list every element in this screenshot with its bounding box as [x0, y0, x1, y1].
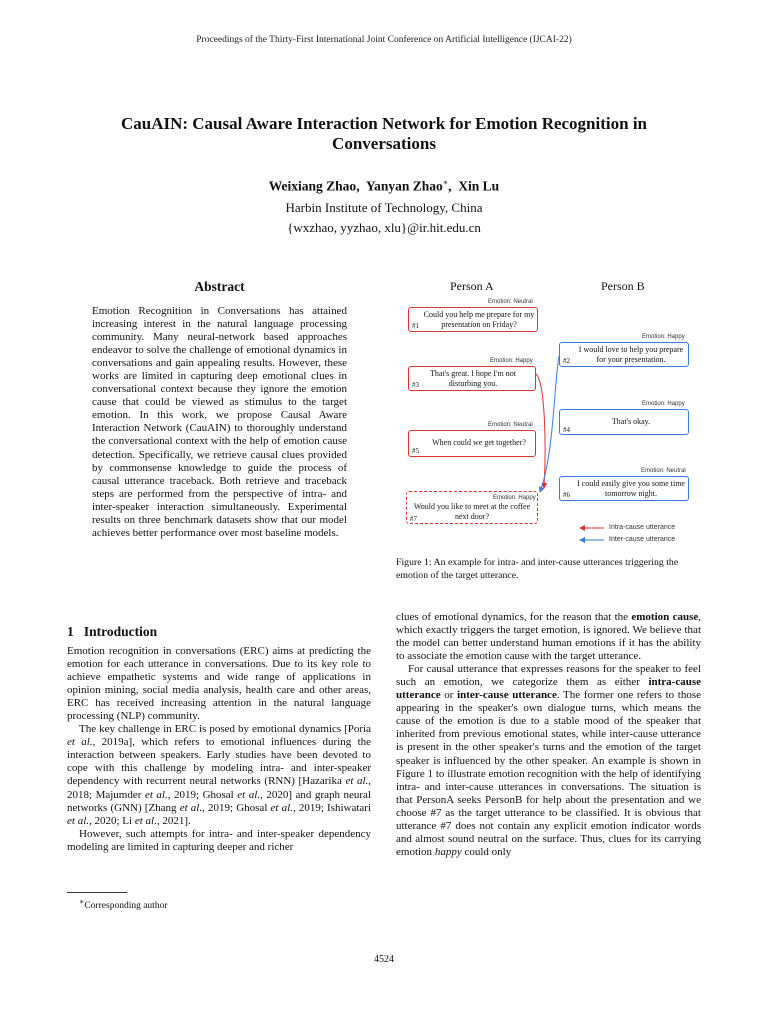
intro-left-column — [67, 645, 371, 854]
emotion-label: Emotion: Neutral — [488, 299, 533, 305]
emotion-label: Emotion: Happy — [642, 401, 685, 407]
page-number: 4524 — [374, 954, 394, 965]
utterance-text: Would you like to meet at the coffee next door? — [413, 502, 531, 521]
utterance-id: #2 — [563, 357, 570, 365]
utterance-id: #1 — [412, 322, 419, 330]
inter-cause-arrow — [540, 356, 559, 492]
utterance-text: When could we get together? — [432, 438, 526, 447]
legend-inter-label: Inter-cause utterance — [609, 536, 676, 543]
legend-intra-label: Intra-cause utterance — [609, 524, 676, 531]
utterance-id: #3 — [412, 381, 419, 389]
intro-heading-number: 1 — [67, 624, 74, 639]
utterance-id: #4 — [563, 426, 570, 434]
abstract-body: Emotion Recognition in Conversations has attained increasing interest in the natural language processing community. Many neural-network based approaches endeavor to solve the challenge of emotional dynamics in conversations and gain appealing results. However, these works are limited in capturing deep emotional clues in conversational context because they ignore the emotion cause that could be viewed as stimulus to the target emotion. In this work, we propose Causal Aware Interaction Network (CauAIN) to thoroughly understand the conversational context with the help of emotion cause detection. Specifically, we retrieve causal clues provided by commonsense knowledge to guide the process of causal utterance traceback. Both retrieve and traceback steps are performed from the perspective of intra- and inter-speaker interaction simultaneously. Experimental results on three benchmark datasets show that our model achieves better performance over most baseline models. — [92, 305, 347, 539]
person-a-label: Person A — [450, 279, 494, 293]
intro-paragraph-1: Emotion recognition in conversations (ERC) aims at predicting the emotion for each utterance in conversations. Due to its key role to achieve empathetic systems and wide range of applications in opinion mining, social media analysis, health care and other areas, ERC has received increasing attention in the natural language processing (NLP) community. — [67, 645, 371, 723]
footnote-text: Corresponding author — [84, 901, 168, 912]
right-paragraph-1: clues of emotional dynamics, for the reason that the emotion cause, which exactly triggers the target emotion, is ignored. We believe that the model can better understand human emotions if it has the ability to associate the emotion cause with the target utterance. — [396, 611, 701, 663]
cause-arrows — [396, 274, 702, 552]
emotion-label: Emotion: Happy — [642, 334, 685, 340]
intro-heading-text: Introduction — [83, 624, 158, 639]
right-paragraph-2: For causal utterance that expresses reasons for the speaker to feel such an emotion, we categorize them as either intra-cause utterance or inter-cause utterance. The former one refers to those appearing in the speaker's own dialogue turns, which means the cause of the emotion is due to a stable mood of the speaker that inherited from previous emotional states, while inter-cause utterance is present in the other speaker's turns and the emotion of the target speaker is influenced by the other speaker. An example is shown in Figure 1 to illustrate emotion recognition with the help of identifying intra- and inter-cause utterances in conversations. The situation is that PersonA seeks PersonB for help about the presentation and we choose #7 as the target utterance to be classified. It is obvious that utterance #7 does not contain any explicit emotion indicator words and almost sound neutral on the surface. Thus, clues for its carrying emotion happy could only — [396, 663, 701, 858]
intro-paragraph-3: However, such attempts for intra- and inter-speaker dependency modeling are limited in capturing deeper and richer — [67, 827, 371, 853]
corresponding-mark: ∗ — [442, 178, 449, 187]
utterance-id: #5 — [412, 447, 419, 455]
author-3: Xin Lu — [458, 178, 500, 194]
utterance-text: Could you help me prepare for my presentation on Friday? — [423, 310, 535, 329]
utterance-id: #6 — [563, 491, 570, 499]
emotion-label: Emotion: Neutral — [488, 422, 533, 428]
emotion-label: Emotion: Happy — [490, 358, 533, 364]
utterance-text: I would love to help you prepare for your presentation. — [578, 345, 684, 364]
utterance-text: I could easily give you some time tomorrow night. — [577, 479, 685, 498]
figure-caption: Figure 1: An example for intra- and inter-cause utterances triggering the emotion of the target utterance. — [396, 557, 679, 581]
footnote-mark: ∗ — [79, 897, 85, 906]
emotion-label: Emotion: Happy — [493, 495, 536, 501]
utterance-id: #7 — [410, 515, 417, 523]
paper-title — [90, 114, 678, 154]
footnote — [79, 897, 168, 911]
utterance-text: That's great. I hope I'm not disturbing you. — [430, 369, 516, 388]
author-1: Weixiang Zhao — [268, 178, 357, 194]
footnote-rule — [67, 892, 127, 893]
intro-right-column — [396, 611, 701, 859]
intro-heading — [67, 624, 157, 640]
emotion-label: Emotion: Neutral — [641, 468, 686, 474]
person-b-label: Person B — [601, 279, 645, 293]
author-list: Weixiang Zhao, Yanyan Zhao∗, Xin Lu — [268, 178, 500, 194]
affiliation: Harbin Institute of Technology, China — [285, 200, 483, 215]
intro-paragraph-2: The key challenge in ERC is posed by emotional dynamics [Poria et al., 2019a], which refers to emotional influences during the interaction between speakers. Early studies have been devoted to cope with this challenge by modeling intra- and inter-speaker dependency with recurrent neural networks (RNN) [Hazarika et al., 2018; Majumder et al., 2019; Ghosal et al., 2020] and graph neural networks (GNN) [Zhang et al., 2019; Ghosal et al., 2019; Ishiwatari et al., 2020; Li et al., 2021]. — [67, 723, 372, 827]
figure-1 — [396, 274, 702, 552]
author-2: Yanyan Zhao — [365, 178, 443, 194]
title-line-1: CauAIN: Causal Aware Interaction Network for Emotion Recognition in — [120, 114, 648, 133]
utterance-text: That's okay. — [611, 417, 651, 426]
proceedings-header: Proceedings of the Thirty-First International Joint Conference on Artificial Intelligence (IJCAI-22) — [196, 35, 572, 45]
abstract-heading: Abstract — [194, 279, 245, 294]
author-email: {wxzhao, yyzhao, xlu}@ir.hit.edu.cn — [287, 220, 481, 235]
title-line-2: Conversations — [332, 134, 436, 153]
intra-cause-arrow — [536, 374, 545, 488]
